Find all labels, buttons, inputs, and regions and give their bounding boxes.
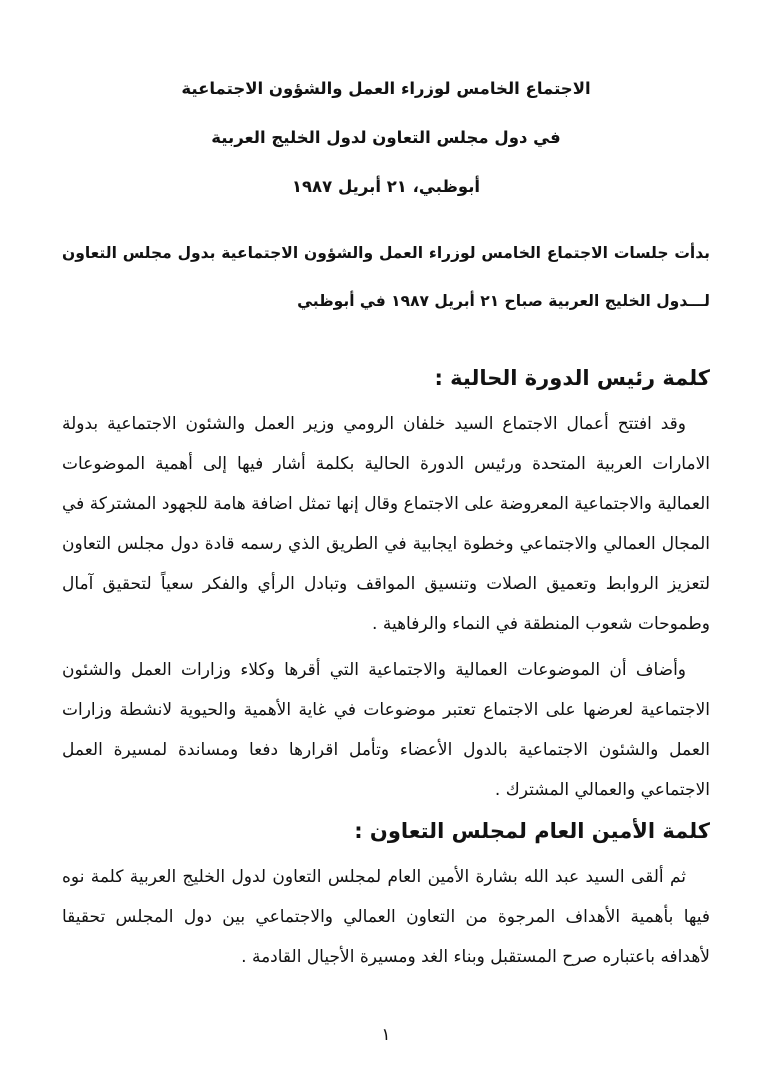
body-paragraph: ثم ألقى السيد عبد الله بشارة الأمين العام لمجلس التعاون لدول الخليج العربية كلمة نوه فيها بأهمية الأهداف المرجوة من التعاون العمالي والاجتماعي بين دول المجلس تحقيقا لأهدافه باعتباره صرح المستقبل وبناء الغد ومسيرة الأجيال القادمة . <box>62 867 710 967</box>
section-heading-session-president-speech: كلمة رئيس الدورة الحالية : <box>434 366 710 390</box>
section-heading-secretary-general-speech: كلمة الأمين العام لمجلس التعاون : <box>354 819 710 843</box>
body-paragraph: وقد افتتح أعمال الاجتماع السيد خلفان الرومي وزير العمل والشئون الاجتماعية بدولة الامارات العربية المتحدة ورئيس الدورة الحالية بكلمة أشار فيها إلى أهمية الموضوعات العمالية والاجتماعية المعروضة على الاجتماع وقال إنها تمثل اضافة هامة للجهود المشتركة في المجال العمالي والاجتماعي وخطوة ايجابية في الطريق الذي رسمه قادة دول مجلس التعاون لتعزيز الروابط وتعميق الصلات وتنسيق المواقف وتبادل الرأي والفكر سعياً لتحقيق آمال وطموحات شعوب المنطقة في النماء والرفاهية . <box>62 414 710 634</box>
body-paragraph: وأضاف أن الموضوعات العمالية والاجتماعية التي أقرها وكلاء وزارات العمل والشئون الاجتماعية لعرضها على الاجتماع تعتبر موضوعات في غاية الأهمية والحيوية لانشطة وزارات العمل والشئون الاجتماعية بالدول الأعضاء وتأمل اقرارها دفعا ومساندة لمسيرة العمل الاجتماعي والعمالي المشترك . <box>62 660 710 800</box>
document-title-block <box>62 64 710 211</box>
page-number: ١ <box>381 1025 391 1045</box>
title-line-council: في دول مجلس التعاون لدول الخليج العربية <box>211 128 561 147</box>
title-line-date-place: أبوظبي، ٢١ أبريل ١٩٨٧ <box>291 177 481 196</box>
title-line-meeting: الاجتماع الخامس لوزراء العمل والشؤون الاجتماعية <box>181 79 591 98</box>
intro-paragraph: بدأت جلسات الاجتماع الخامس لوزراء العمل والشؤون الاجتماعية بدول مجلس التعاون لـــدول الخليج العربية صباح ٢١ أبريل ١٩٨٧ في أبوظبي <box>62 244 710 310</box>
